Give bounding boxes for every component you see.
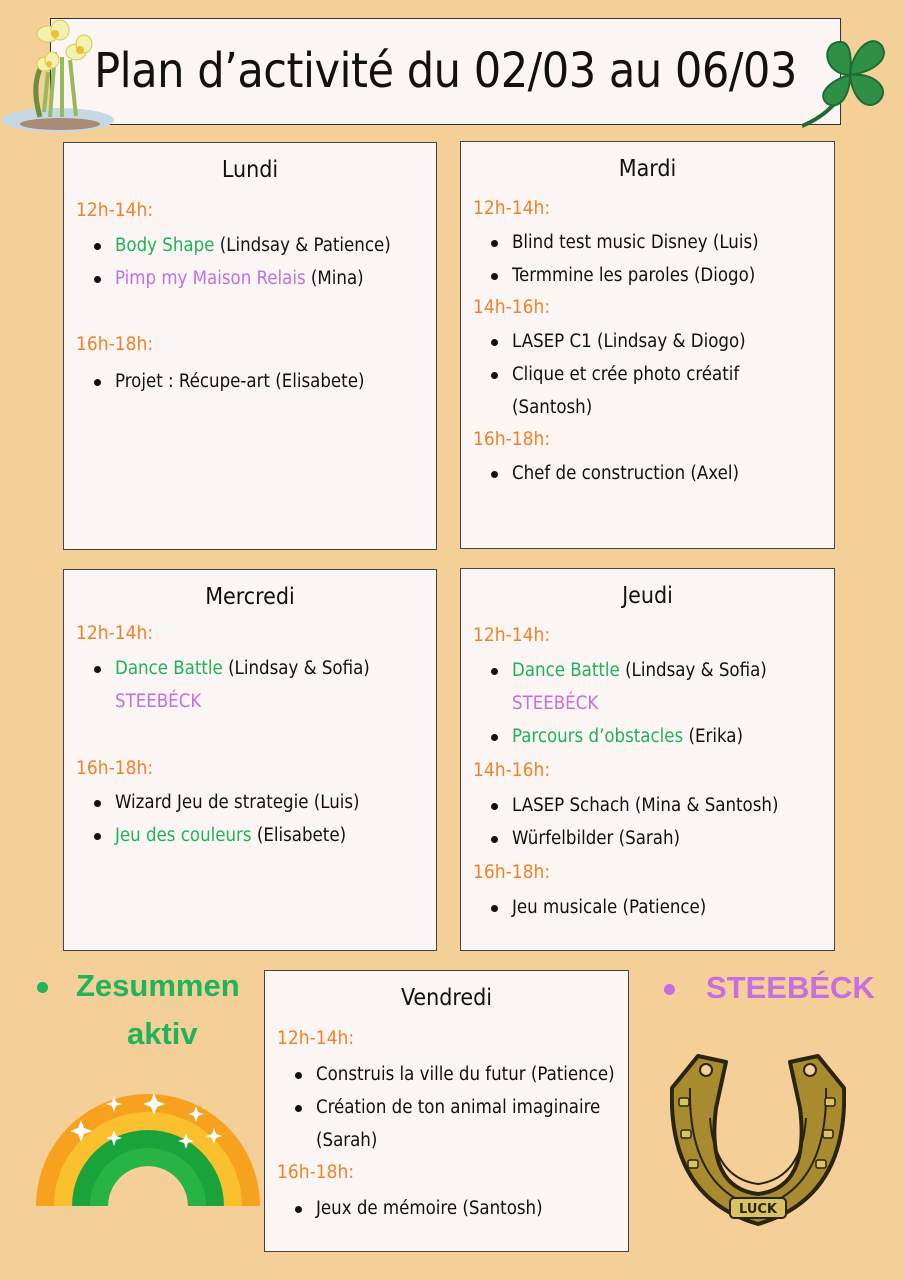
list-item: Dance Battle (Lindsay & Sofia) STEEBÉCK (485, 654, 767, 720)
clover-illustration (800, 20, 900, 128)
legend-green-line2: aktiv (127, 1016, 198, 1051)
day-card-vendredi (264, 970, 629, 1252)
page-title: Plan d’activité du 02/03 au 06/03 (94, 43, 797, 99)
list-item: LASEP C1 (Lindsay & Diogo) (485, 325, 746, 358)
list-item: Jeux de mémoire (Santosh) (289, 1192, 543, 1225)
legend-purple: STEEBÉCK (706, 970, 875, 1005)
activity-list (289, 1058, 615, 1157)
list-item: Jeu musicale (Patience) (485, 891, 706, 924)
list-item: Chef de construction (Axel) (485, 457, 739, 490)
time-slot: 16h-18h: (76, 757, 154, 779)
time-slot: 16h-18h: (277, 1161, 355, 1183)
activity-list (485, 654, 767, 753)
list-item: Dance Battle (Lindsay & Sofia) STEEBÉCK (88, 652, 370, 718)
rainbow-illustration (36, 1078, 260, 1208)
list-item: Würfelbilder (Sarah) (485, 822, 778, 855)
list-item: Termmine les paroles (Diogo) (485, 259, 759, 292)
list-item: Wizard Jeu de strategie (Luis) (88, 786, 360, 819)
legend-bullet-purple (664, 984, 675, 995)
activity-list (88, 652, 370, 718)
time-slot: 12h-14h: (277, 1027, 355, 1049)
day-card-jeudi (460, 568, 835, 951)
day-card-lundi (63, 142, 437, 550)
list-item: Parcours d’obstacles (Erika) (485, 720, 767, 753)
activity-list (485, 789, 778, 855)
time-slot: 14h-16h: (473, 759, 551, 781)
activity-list (88, 365, 364, 398)
time-slot: 16h-18h: (473, 428, 551, 450)
list-item: Jeu des couleurs (Elisabete) (88, 819, 360, 852)
title-banner (50, 18, 841, 125)
legend-green-line1: Zesummen (76, 968, 240, 1003)
activity-list (485, 226, 759, 292)
activity-list (88, 229, 391, 295)
horseshoe-label: LUCK (739, 1202, 777, 1217)
day-title: Mardi (618, 156, 677, 182)
flowers-illustration (0, 12, 120, 132)
activity-list (485, 891, 706, 924)
activity-list (289, 1192, 543, 1225)
time-slot: 16h-18h: (76, 333, 154, 355)
time-slot: 12h-14h: (473, 197, 551, 219)
list-item: Projet : Récupe-art (Elisabete) (88, 365, 364, 398)
day-card-mardi (460, 141, 835, 549)
list-item: Création de ton animal imaginaire (Sarah) (289, 1091, 615, 1157)
list-item: LASEP Schach (Mina & Santosh) (485, 789, 778, 822)
time-slot: 12h-14h: (76, 622, 154, 644)
time-slot: 12h-14h: (76, 199, 154, 221)
time-slot: 16h-18h: (473, 861, 551, 883)
day-title: Mercredi (205, 584, 295, 610)
day-title: Jeudi (622, 583, 673, 609)
list-item: Clique et crée photo créatif (Santosh) (485, 358, 746, 424)
legend-bullet-green (37, 982, 48, 993)
time-slot: 12h-14h: (473, 624, 551, 646)
list-item: Pimp my Maison Relais (Mina) (88, 262, 391, 295)
list-item: Construis la ville du futur (Patience) (289, 1058, 615, 1091)
activity-list (88, 786, 360, 852)
horseshoe-illustration (670, 1048, 846, 1228)
activity-list (485, 457, 739, 490)
list-item: Blind test music Disney (Luis) (485, 226, 759, 259)
activity-list (485, 325, 746, 424)
time-slot: 14h-16h: (473, 296, 551, 318)
day-title: Vendredi (401, 985, 492, 1011)
list-item: Body Shape (Lindsay & Patience) (88, 229, 391, 262)
day-card-mercredi (63, 569, 437, 951)
day-title: Lundi (221, 157, 279, 183)
